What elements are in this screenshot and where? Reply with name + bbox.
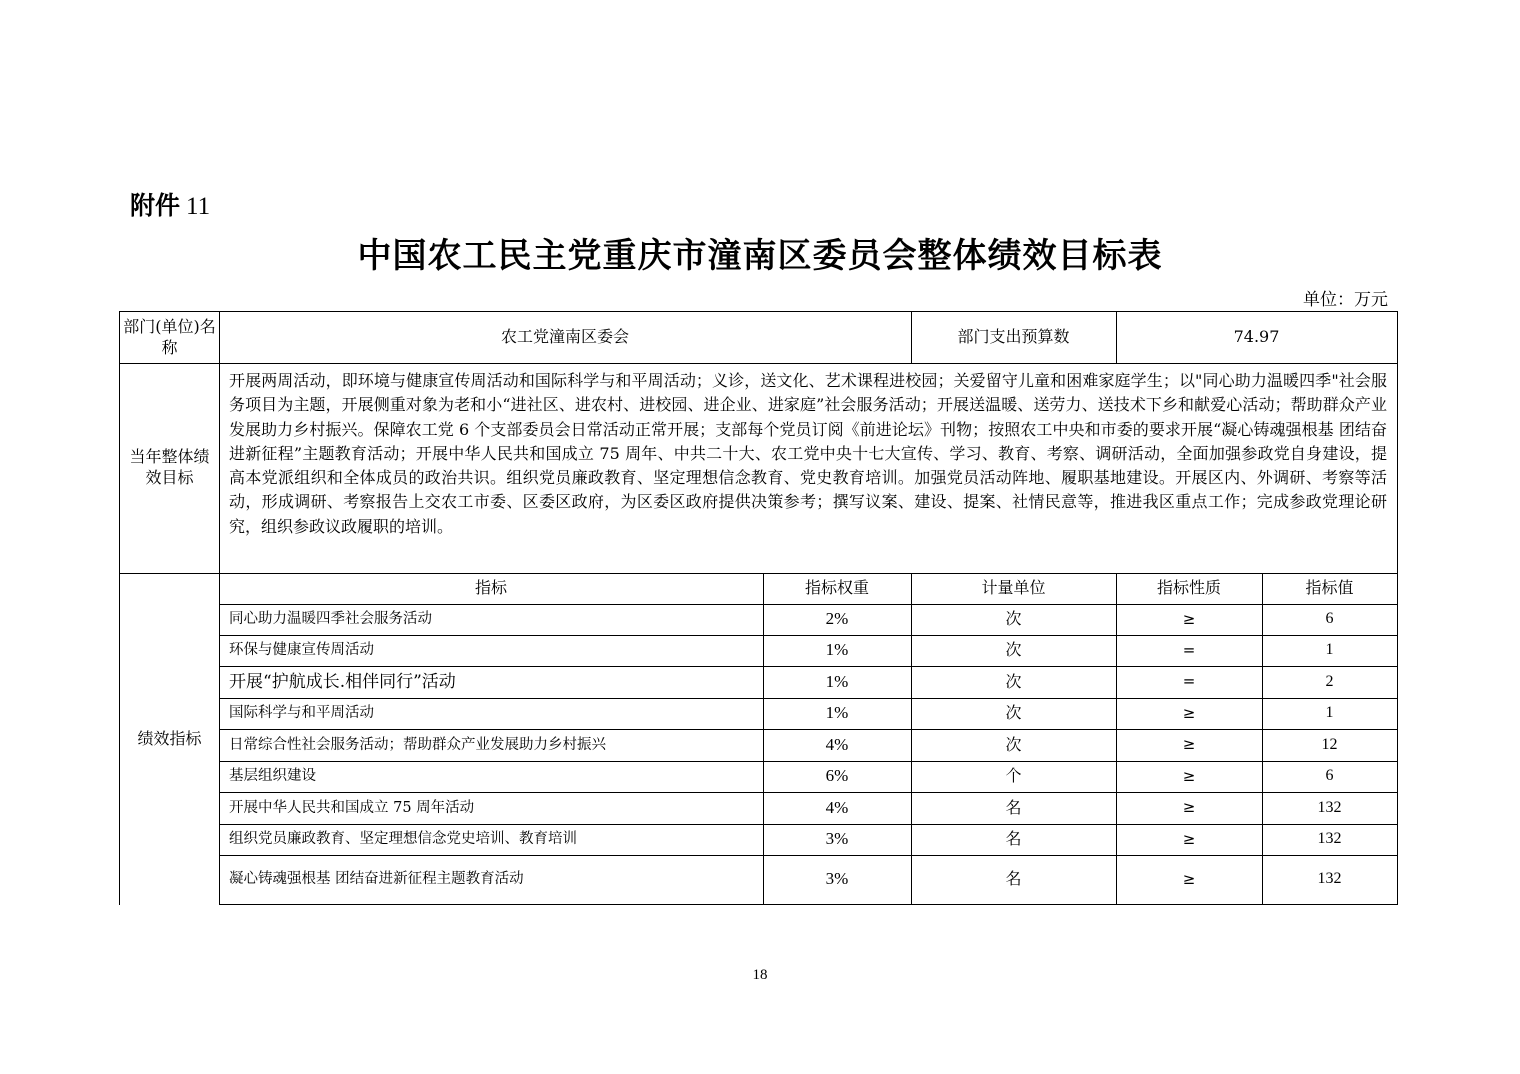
indicator-unit: 次 bbox=[911, 635, 1117, 667]
indicator-name: 日常综合性社会服务活动；帮助群众产业发展助力乡村振兴 bbox=[219, 729, 764, 762]
indicator-weight: 2% bbox=[763, 604, 912, 636]
indicator-unit: 次 bbox=[911, 698, 1117, 730]
header-indicator: 指标 bbox=[219, 573, 764, 605]
indicator-weight: 3% bbox=[763, 824, 912, 856]
indicator-value: 132 bbox=[1262, 792, 1398, 825]
indicator-unit: 名 bbox=[911, 855, 1117, 905]
goal-label: 当年整体绩效目标 bbox=[119, 363, 220, 574]
annex-label: 附件 11 bbox=[130, 191, 211, 220]
indicator-weight: 4% bbox=[763, 729, 912, 762]
annex-number: 11 bbox=[186, 193, 211, 220]
indicator-value: 132 bbox=[1262, 824, 1398, 856]
indicator-value: 2 bbox=[1262, 666, 1398, 699]
indicator-value: 6 bbox=[1262, 761, 1398, 793]
indicator-weight: 4% bbox=[763, 792, 912, 825]
indicator-nature: ≥ bbox=[1116, 604, 1263, 636]
header-weight: 指标权重 bbox=[763, 573, 912, 605]
dept-name-value: 农工党潼南区委会 bbox=[219, 311, 912, 364]
header-value: 指标值 bbox=[1262, 573, 1398, 605]
indicator-weight: 1% bbox=[763, 666, 912, 699]
indicator-weight: 1% bbox=[763, 635, 912, 667]
indicator-name: 环保与健康宣传周活动 bbox=[219, 635, 764, 667]
header-unit: 计量单位 bbox=[911, 573, 1117, 605]
indicator-value: 1 bbox=[1262, 635, 1398, 667]
indicator-nature: ≥ bbox=[1116, 761, 1263, 793]
goal-text: 开展两周活动，即环境与健康宣传周活动和国际科学与和平周活动；义诊，送文化、艺术课程进校园；关爱留守儿童和困难家庭学生；以"同心助力温暖四季"社会服务项目为主题，开展侧重对象为老和小“进社区、进农村、进校园、进企业、进家庭”社会服务活动；开展送温暖、送劳力、送技术下乡和献爱心活动；帮助群众产业发展助力乡村振兴。保障农工党 6 个支部委员会日常活动正常开展；支部每个党员订阅《前进论坛》刊物；按照农工中央和市委的要求开展“凝心铸魂强根基 团结奋进新征程”主题教育活动；开展中华人民共和国成立 75 周年、中共二十大、农工党中央十七大宣传、学习、教育、考察、调研活动，全面加强参政党自身建设，提高本党派组织和全体成员的政治共识。组织党员廉政教育、坚定理想信念教育、党史教育培训。加强党员活动阵地、履职基地建设。开展区内、外调研、考察等活动，形成调研、考察报告上交农工市委、区委区政府，为区委区政府提供决策参考；撰写议案、建设、提案、社情民意等，推进我区重点工作；完成参政党理论研究，组织参政议政履职的培训。 bbox=[219, 363, 1398, 574]
indicator-name: 凝心铸魂强根基 团结奋进新征程主题教育活动 bbox=[219, 855, 764, 905]
indicator-unit: 个 bbox=[911, 761, 1117, 793]
indicator-nature: = bbox=[1116, 635, 1263, 667]
page-number: 18 bbox=[752, 967, 768, 983]
indicator-unit: 次 bbox=[911, 729, 1117, 762]
header-nature: 指标性质 bbox=[1116, 573, 1263, 605]
indicator-weight: 1% bbox=[763, 698, 912, 730]
budget-value: 74.97 bbox=[1116, 311, 1398, 364]
dept-name-label: 部门(单位)名称 bbox=[119, 311, 220, 364]
indicator-value: 6 bbox=[1262, 604, 1398, 636]
unit-note: 单位：万元 bbox=[1303, 290, 1388, 310]
indicator-value: 1 bbox=[1262, 698, 1398, 730]
indicator-weight: 3% bbox=[763, 855, 912, 905]
indicator-name: 开展“护航成长.相伴同行”活动 bbox=[219, 666, 764, 699]
page-title: 中国农工民主党重庆市潼南区委员会整体绩效目标表 bbox=[357, 236, 1163, 276]
indicator-name: 开展中华人民共和国成立 75 周年活动 bbox=[219, 792, 764, 825]
indicator-unit: 次 bbox=[911, 604, 1117, 636]
indicator-unit: 名 bbox=[911, 792, 1117, 825]
indicator-nature: = bbox=[1116, 666, 1263, 699]
indicator-value: 132 bbox=[1262, 855, 1398, 905]
indicators-label: 绩效指标 bbox=[119, 573, 220, 905]
indicator-name: 基层组织建设 bbox=[219, 761, 764, 793]
indicator-name: 同心助力温暖四季社会服务活动 bbox=[219, 604, 764, 636]
indicator-nature: ≥ bbox=[1116, 729, 1263, 762]
indicator-name: 国际科学与和平周活动 bbox=[219, 698, 764, 730]
indicator-nature: ≥ bbox=[1116, 824, 1263, 856]
indicator-unit: 次 bbox=[911, 666, 1117, 699]
indicator-nature: ≥ bbox=[1116, 855, 1263, 905]
indicator-name: 组织党员廉政教育、坚定理想信念党史培训、教育培训 bbox=[219, 824, 764, 856]
indicator-weight: 6% bbox=[763, 761, 912, 793]
indicator-nature: ≥ bbox=[1116, 792, 1263, 825]
indicator-nature: ≥ bbox=[1116, 698, 1263, 730]
indicator-unit: 名 bbox=[911, 824, 1117, 856]
indicator-value: 12 bbox=[1262, 729, 1398, 762]
budget-label: 部门支出预算数 bbox=[911, 311, 1117, 364]
